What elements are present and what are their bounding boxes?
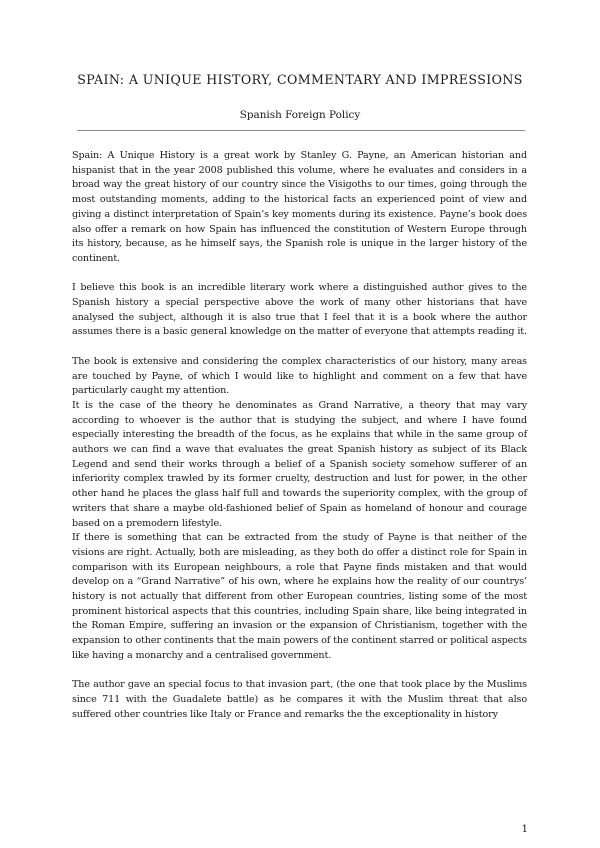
title-divider xyxy=(77,130,525,131)
paragraph: If there is something that can be extracted from the study of Payne is that neither of the visions are right. Actually, both are misleading, as they both do offer a distinct role for Spain in comparison with its European neighbours, a role that Payne finds mistaken and that would develop on a “Grand Narrative” of his own, where he explains how the reality of our countrys’ history is not actually that different from other European countries, listing some of the most prominent historical aspects that this countries, including Spain share, like being integrated in the Roman Empire, suffering an invasion or the expansion of Christianism, together with the expansion to other continents that the main powers of the continent starred or political aspects like having a monarchy and a centralised government. xyxy=(72,532,527,661)
paragraph: The book is extensive and considering the complex characteristics of our history, many areas are touched by Payne, of which I would like to highlight and comment on a few that have particularly caught my attention. xyxy=(72,355,527,397)
paragraph: Spain: A Unique History is a great work by Stanley G. Payne, an American historian and hispanist that in the year 2008 published this volume, where he evaluates and considers in a broad way the great history of our country since the Visigoths to our times, going through the most outstanding moments, adding to the historical facts an experienced point of view and giving a distinct interpretation of Spain’s key moments during its existence. Payne’s book does also offer a remark on how Spain has influenced the constitution of Western Europe through its history, because, as he himself says, the Spanish role is unique in the larger history of the continent. xyxy=(72,150,527,264)
body-text xyxy=(72,149,527,722)
page-subtitle: Spanish Foreign Policy xyxy=(239,109,361,121)
page-number: 1 xyxy=(521,824,528,835)
paragraph: It is the case of the theory he denominates as Grand Narrative, a theory that may vary according to whoever is the author that is studying the subject, and where I have found especially interesting the breadth of the focus, as he explains that while in the same group of authors we can find a wave that evaluates the great Spanish history as subject of its Black Legend and send their works through a belief of a Spanish society somehow sufferer of an inferiority complex trawled by its former cruelty, destruction and lust for power, in the other other hand he places the glass half full and towards the superiority complex, with the group of writers that share a maybe old-fashioned belief of Spain as homeland of honour and courage based on a premodern lifestyle. xyxy=(72,399,527,529)
paragraph: The author gave an special focus to that invasion part, (the one that took place by the Muslims since 711 with the Guadalete battle) as he compares it with the Muslim threat that also suffered other countries like Italy or France and remarks the the exceptionality in history xyxy=(72,679,527,720)
paragraph: I believe this book is an incredible literary work where a distinguished author gives to the Spanish history a special perspective above the work of many other historians that have analysed the subject, although it is also true that I feel that it is a book where the author assumes there is a basic general knowledge on the matter of everyone that attempts reading it. xyxy=(72,282,527,338)
page-title: SPAIN: A UNIQUE HISTORY, COMMENTARY AND IMPRESSIONS xyxy=(77,72,523,87)
